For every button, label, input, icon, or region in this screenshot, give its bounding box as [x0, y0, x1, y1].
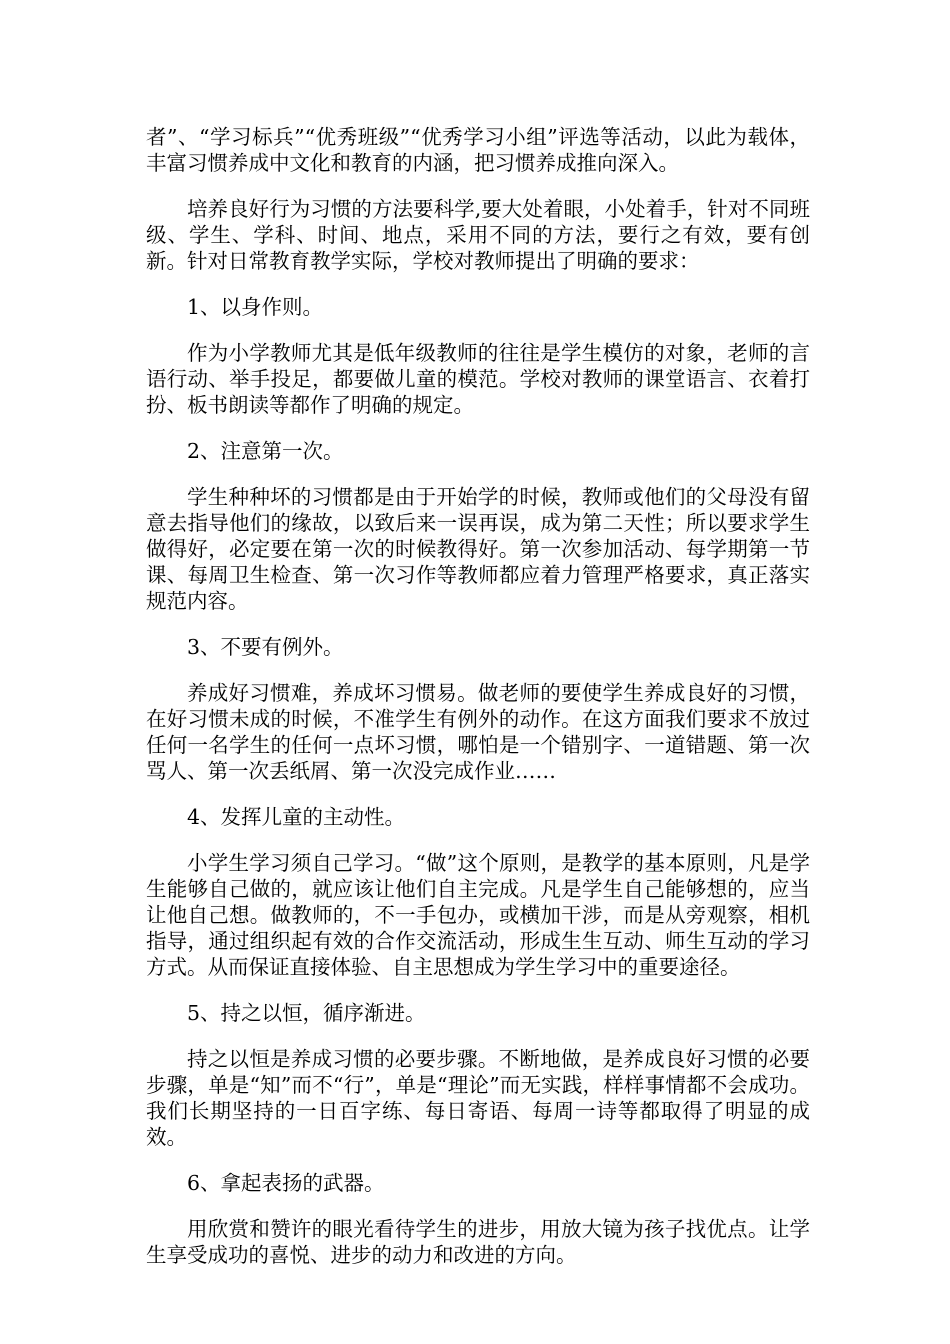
section-heading-1: 1、以身作则。 [187, 295, 324, 319]
section-heading-2: 2、注意第一次。 [187, 439, 344, 463]
document-body [146, 124, 810, 1288]
paragraph-section-3: 养成好习惯难，养成坏习惯易。做老师的要使学生养成良好的习惯，在好习惯未成的时候，不准学生有例外的动作。在这方面我们要求不放过任何一名学生的任何一点坏习惯，哪怕是一个错别字、一道错题、第一次骂人、第一次丢纸屑、第一次没完成作业…… [146, 681, 810, 783]
section-heading-4: 4、发挥儿童的主动性。 [187, 805, 406, 829]
paragraph-continuation: 者”、“学习标兵”“优秀班级”“优秀学习小组”评选等活动，以此为载体，丰富习惯养成中文化和教育的内涵，把习惯养成推向深入。 [146, 125, 810, 175]
paragraph-section-4: 小学生学习须自己学习。“做”这个原则，是教学的基本原则，凡是学生能够自己做的，就应该让他们自主完成。凡是学生自己能够想的，应当让他自己想。做教师的，不一手包办，或横加干涉，而是从旁观察，相机指导，通过组织起有效的合作交流活动，形成生生互动、师生互动的学习方式。从而保证直接体验、自主思想成为学生学习中的重要途径。 [146, 851, 810, 979]
section-heading-3: 3、不要有例外。 [187, 635, 344, 659]
section-heading-5: 5、持之以恒，循序渐进。 [187, 1001, 426, 1025]
paragraph-section-6: 用欣赏和赞许的眼光看待学生的进步，用放大镜为孩子找优点。让学生享受成功的喜悦、进步的动力和改进的方向。 [146, 1217, 810, 1267]
paragraph-methods-intro: 培养良好行为习惯的方法要科学,要大处着眼，小处着手，针对不同班级、学生、学科、时间、地点，采用不同的方法，要行之有效，要有创新。针对日常教育教学实际，学校对教师提出了明确的要求： [146, 197, 810, 273]
paragraph-section-5: 持之以恒是养成习惯的必要步骤。不断地做，是养成良好习惯的必要步骤，单是“知”而不“行”，单是“理论”而无实践，样样事情都不会成功。我们长期坚持的一日百字练、每日寄语、每周一诗等都取得了明显的成效。 [146, 1047, 810, 1149]
paragraph-section-1: 作为小学教师尤其是低年级教师的往往是学生模仿的对象，老师的言语行动、举手投足，都要做儿童的模范。学校对教师的课堂语言、衣着打扮、板书朗读等都作了明确的规定。 [146, 341, 810, 417]
section-heading-6: 6、拿起表扬的武器。 [187, 1171, 385, 1195]
paragraph-section-2: 学生种种坏的习惯都是由于开始学的时候，教师或他们的父母没有留意去指导他们的缘故，以致后来一误再误，成为第二天性；所以要求学生做得好，必定要在第一次的时候教得好。第一次参加活动、每学期第一节课、每周卫生检查、第一次习作等教师都应着力管理严格要求，真正落实规范内容。 [146, 485, 810, 613]
